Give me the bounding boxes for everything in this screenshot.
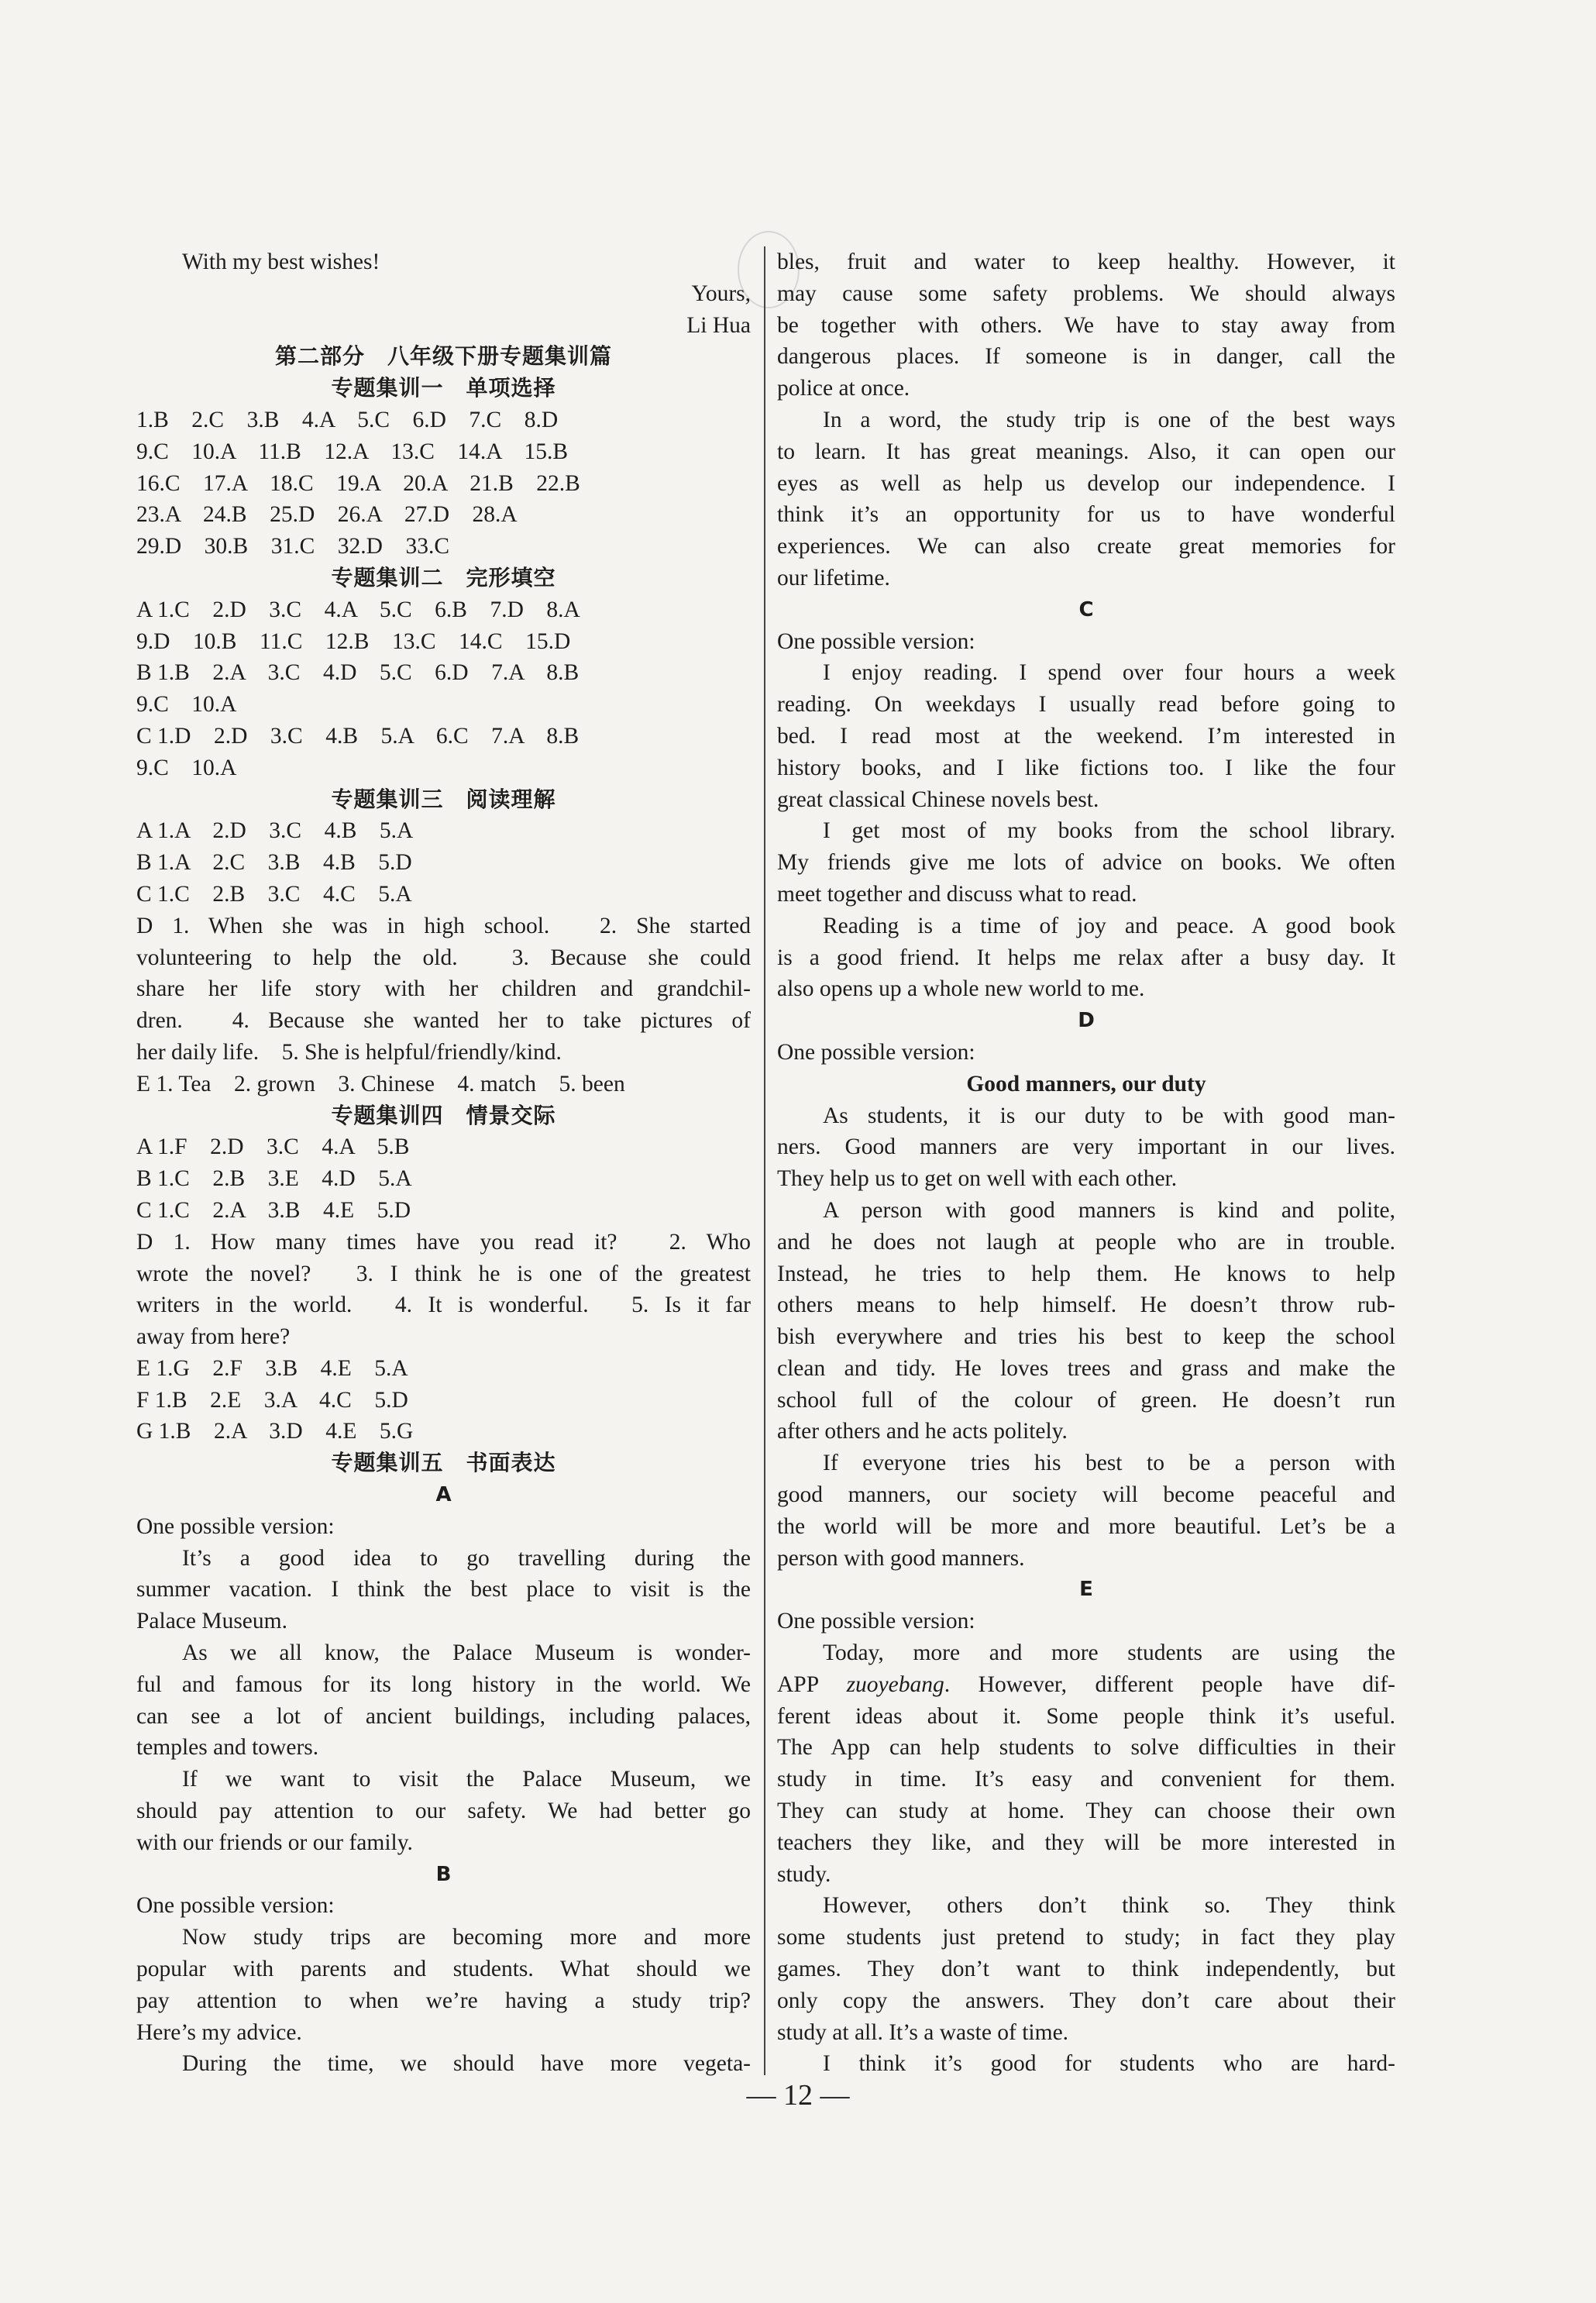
answer-line: A 1.A 2.D 3.C 4.B 5.A <box>136 818 414 844</box>
answer-line: away from here? <box>136 1324 291 1350</box>
text-line: They help us to get on well with each other. <box>777 1166 1178 1192</box>
answer-line: 23.A 24.B 25.D 26.A 27.D 28.A <box>136 502 518 528</box>
answer-line: wrote the novel? 3. I think he is one of the greatest <box>136 1261 751 1286</box>
text-fragment: . However, different people have dif- <box>944 1671 1395 1697</box>
text-line: history books, and I like fictions too. I like the four <box>777 755 1395 780</box>
answer-line: B 1.C 2.B 3.E 4.D 5.A <box>136 1166 412 1192</box>
text-line: our lifetime. <box>777 565 890 590</box>
answer-line: dren. 4. Because she wanted her to take pictures of <box>136 1008 751 1034</box>
part-title: 第二部分 八年级下册专题集训篇 <box>274 343 612 370</box>
page-number: — 12 — <box>746 2079 850 2112</box>
text-line: Now study trips are becoming more and more <box>182 1925 751 1950</box>
closing-yours: Yours, <box>691 281 751 306</box>
section-title: 专题集训四 情景交际 <box>331 1102 556 1128</box>
subsection-label: B <box>435 1862 452 1886</box>
text-line: Instead, he tries to help them. He knows to help <box>777 1261 1395 1286</box>
text-line: can see a lot of ancient buildings, including palaces, <box>136 1703 751 1729</box>
text-line: be together with others. We have to stay away from <box>777 312 1395 338</box>
text-line: dangerous places. If someone is in danger, call the <box>777 344 1395 370</box>
text-line: person with good manners. <box>777 1545 1025 1571</box>
text-line: popular with parents and students. What should we <box>136 1957 751 1982</box>
app-name: zuoyebang <box>846 1671 944 1697</box>
text-line: One possible version: <box>777 628 975 654</box>
answer-line: C 1.D 2.D 3.C 4.B 5.A 6.C 7.A 8.B <box>136 723 580 749</box>
text-line: My friends give me lots of advice on books. We often <box>777 850 1395 876</box>
answer-line: B 1.B 2.A 3.C 4.D 5.C 6.D 7.A 8.B <box>136 660 580 686</box>
text-line: As we all know, the Palace Museum is wonder- <box>182 1640 751 1666</box>
text-line: In a word, the study trip is one of the best ways <box>823 407 1395 432</box>
text-line: It’s a good idea to go travelling during the <box>182 1545 751 1571</box>
text-line: clean and tidy. He loves trees and grass and make the <box>777 1355 1395 1381</box>
answer-line: D 1. How many times have you read it? 2. Who <box>136 1229 751 1255</box>
text-line: think it’s an opportunity for us to have wonderful <box>777 502 1395 528</box>
text-line: meet together and discuss what to read. <box>777 881 1137 907</box>
text-line: However, others don’t think so. They think <box>823 1893 1395 1919</box>
answer-line: volunteering to help the old. 3. Because she could <box>136 945 751 970</box>
text-line: games. They don’t want to think independently, but <box>777 1957 1395 1982</box>
text-line: pay attention to when we’re having a study trip? <box>136 1988 751 2013</box>
text-line: to learn. It has great meanings. Also, it can open our <box>777 439 1395 464</box>
text-line: is a good friend. It helps me relax after a busy day. It <box>777 945 1395 970</box>
text-line: Today, more and more students are using the <box>823 1640 1395 1666</box>
text-line: with our friends or our family. <box>136 1830 413 1855</box>
essay-title: Good manners, our duty <box>966 1071 1206 1096</box>
text-line: During the time, we should have more vegeta- <box>182 2051 751 2077</box>
text-line: may cause some safety problems. We should always <box>777 281 1395 306</box>
answer-line: E 1. Tea 2. grown 3. Chinese 4. match 5. been <box>136 1071 625 1096</box>
text-line: only copy the answers. They don’t care about their <box>777 1988 1395 2013</box>
text-line: summer vacation. I think the best place to visit is the <box>136 1577 751 1602</box>
subsection-label: C <box>1078 597 1094 621</box>
text-line: study at all. It’s a waste of time. <box>777 2019 1069 2045</box>
answer-line: B 1.A 2.C 3.B 4.B 5.D <box>136 850 412 876</box>
subsection-label: A <box>435 1483 452 1507</box>
subsection-label: D <box>1078 1009 1095 1033</box>
column-divider <box>764 246 765 2075</box>
answer-line: 29.D 30.B 31.C 32.D 33.C <box>136 534 450 559</box>
answer-line: G 1.B 2.A 3.D 4.E 5.G <box>136 1419 414 1444</box>
text-line: ful and famous for its long history in the world. We <box>136 1671 751 1697</box>
text-line <box>777 1669 1395 1701</box>
text-line: The App can help students to solve difficulties in their <box>777 1735 1395 1761</box>
answer-line: E 1.G 2.F 3.B 4.E 5.A <box>136 1355 408 1381</box>
answer-line: C 1.C 2.A 3.B 4.E 5.D <box>136 1197 411 1223</box>
text-line: Here’s my advice. <box>136 2019 302 2045</box>
text-line: study in time. It’s easy and convenient for them. <box>777 1767 1395 1792</box>
text-line: I think it’s good for students who are hard- <box>823 2051 1395 2077</box>
text-line: One possible version: <box>136 1893 335 1919</box>
text-line: One possible version: <box>777 1039 975 1065</box>
text-line: Reading is a time of joy and peace. A good book <box>823 913 1395 938</box>
text-line: One possible version: <box>777 1609 975 1634</box>
closing-signature: Li Hua <box>686 312 751 338</box>
section-title: 专题集训三 阅读理解 <box>331 786 556 812</box>
text-line: study. <box>777 1861 831 1887</box>
text-line: As students, it is our duty to be with good man- <box>823 1103 1395 1128</box>
text-line: others means to help himself. He doesn’t throw rub- <box>777 1293 1395 1318</box>
answer-line: 9.C 10.A <box>136 692 237 718</box>
text-line: some students just pretend to study; in fact they play <box>777 1925 1395 1950</box>
text-line: ferent ideas about it. Some people think it’s useful. <box>777 1703 1395 1729</box>
answer-line: share her life story with her children and grandchil- <box>136 976 751 1002</box>
closing-line: With my best wishes! <box>182 250 380 274</box>
text-line: eyes as well as help us develop our independence. I <box>777 470 1395 496</box>
text-line: after others and he acts politely. <box>777 1419 1068 1444</box>
text-line: I enjoy reading. I spend over four hours a week <box>823 660 1395 686</box>
answer-line: 9.C 10.A <box>136 755 237 780</box>
text-line: also opens up a whole new world to me. <box>777 976 1145 1002</box>
answer-line: her daily life. 5. She is helpful/friendly/kind. <box>136 1039 562 1065</box>
left-column <box>136 246 751 2080</box>
text-line: bed. I read most at the weekend. I’m interested in <box>777 723 1395 749</box>
text-line: A person with good manners is kind and polite, <box>823 1197 1395 1223</box>
text-line: bles, fruit and water to keep healthy. However, it <box>777 250 1395 274</box>
text-line: temples and towers. <box>136 1735 319 1761</box>
text-line: the world will be more and more beautiful. Let’s be a <box>777 1513 1395 1539</box>
text-line: bish everywhere and tries his best to keep the school <box>777 1324 1395 1350</box>
section-title: 专题集训一 单项选择 <box>331 375 556 401</box>
text-line: reading. On weekdays I usually read before going to <box>777 692 1395 718</box>
text-line: I get most of my books from the school library. <box>823 818 1395 844</box>
text-line: One possible version: <box>136 1513 335 1539</box>
answer-line: C 1.C 2.B 3.C 4.C 5.A <box>136 881 412 907</box>
text-line: They can study at home. They can choose their own <box>777 1799 1395 1824</box>
answer-line: 1.B 2.C 3.B 4.A 5.C 6.D 7.C 8.D <box>136 407 559 432</box>
text-line: ners. Good manners are very important in our lives. <box>777 1134 1395 1160</box>
text-line: great classical Chinese novels best. <box>777 787 1099 812</box>
answer-line: A 1.C 2.D 3.C 4.A 5.C 6.B 7.D 8.A <box>136 597 580 622</box>
answer-line: 9.D 10.B 11.C 12.B 13.C 14.C 15.D <box>136 628 571 654</box>
text-line: school full of the colour of green. He doesn’t run <box>777 1387 1395 1413</box>
section-title: 专题集训二 完形填空 <box>331 564 556 590</box>
text-line: good manners, our society will become peaceful and <box>777 1482 1395 1508</box>
text-line: If we want to visit the Palace Museum, we <box>182 1767 751 1792</box>
text-line: experiences. We can also create great memories for <box>777 534 1395 559</box>
section-title: 专题集训五 书面表达 <box>331 1450 556 1476</box>
answer-line: F 1.B 2.E 3.A 4.C 5.D <box>136 1387 408 1413</box>
answer-line: writers in the world. 4. It is wonderful. 5. Is it far <box>136 1293 751 1318</box>
text-line: and he does not laugh at people who are in trouble. <box>777 1229 1395 1255</box>
text-line: police at once. <box>777 376 910 401</box>
answer-line: A 1.F 2.D 3.C 4.A 5.B <box>136 1134 410 1160</box>
text-line: teachers they like, and they will be more interested in <box>777 1830 1395 1855</box>
text-fragment: APP <box>777 1671 847 1697</box>
text-line: If everyone tries his best to be a person with <box>823 1451 1395 1476</box>
subsection-label: E <box>1079 1578 1093 1602</box>
right-column <box>777 246 1395 2080</box>
answer-line: 16.C 17.A 18.C 19.A 20.A 21.B 22.B <box>136 470 580 496</box>
text-line: Palace Museum. <box>136 1609 287 1634</box>
answer-line: D 1. When she was in high school. 2. She started <box>136 913 751 938</box>
text-line: should pay attention to our safety. We had better go <box>136 1799 751 1824</box>
answer-line: 9.C 10.A 11.B 12.A 13.C 14.A 15.B <box>136 439 569 464</box>
